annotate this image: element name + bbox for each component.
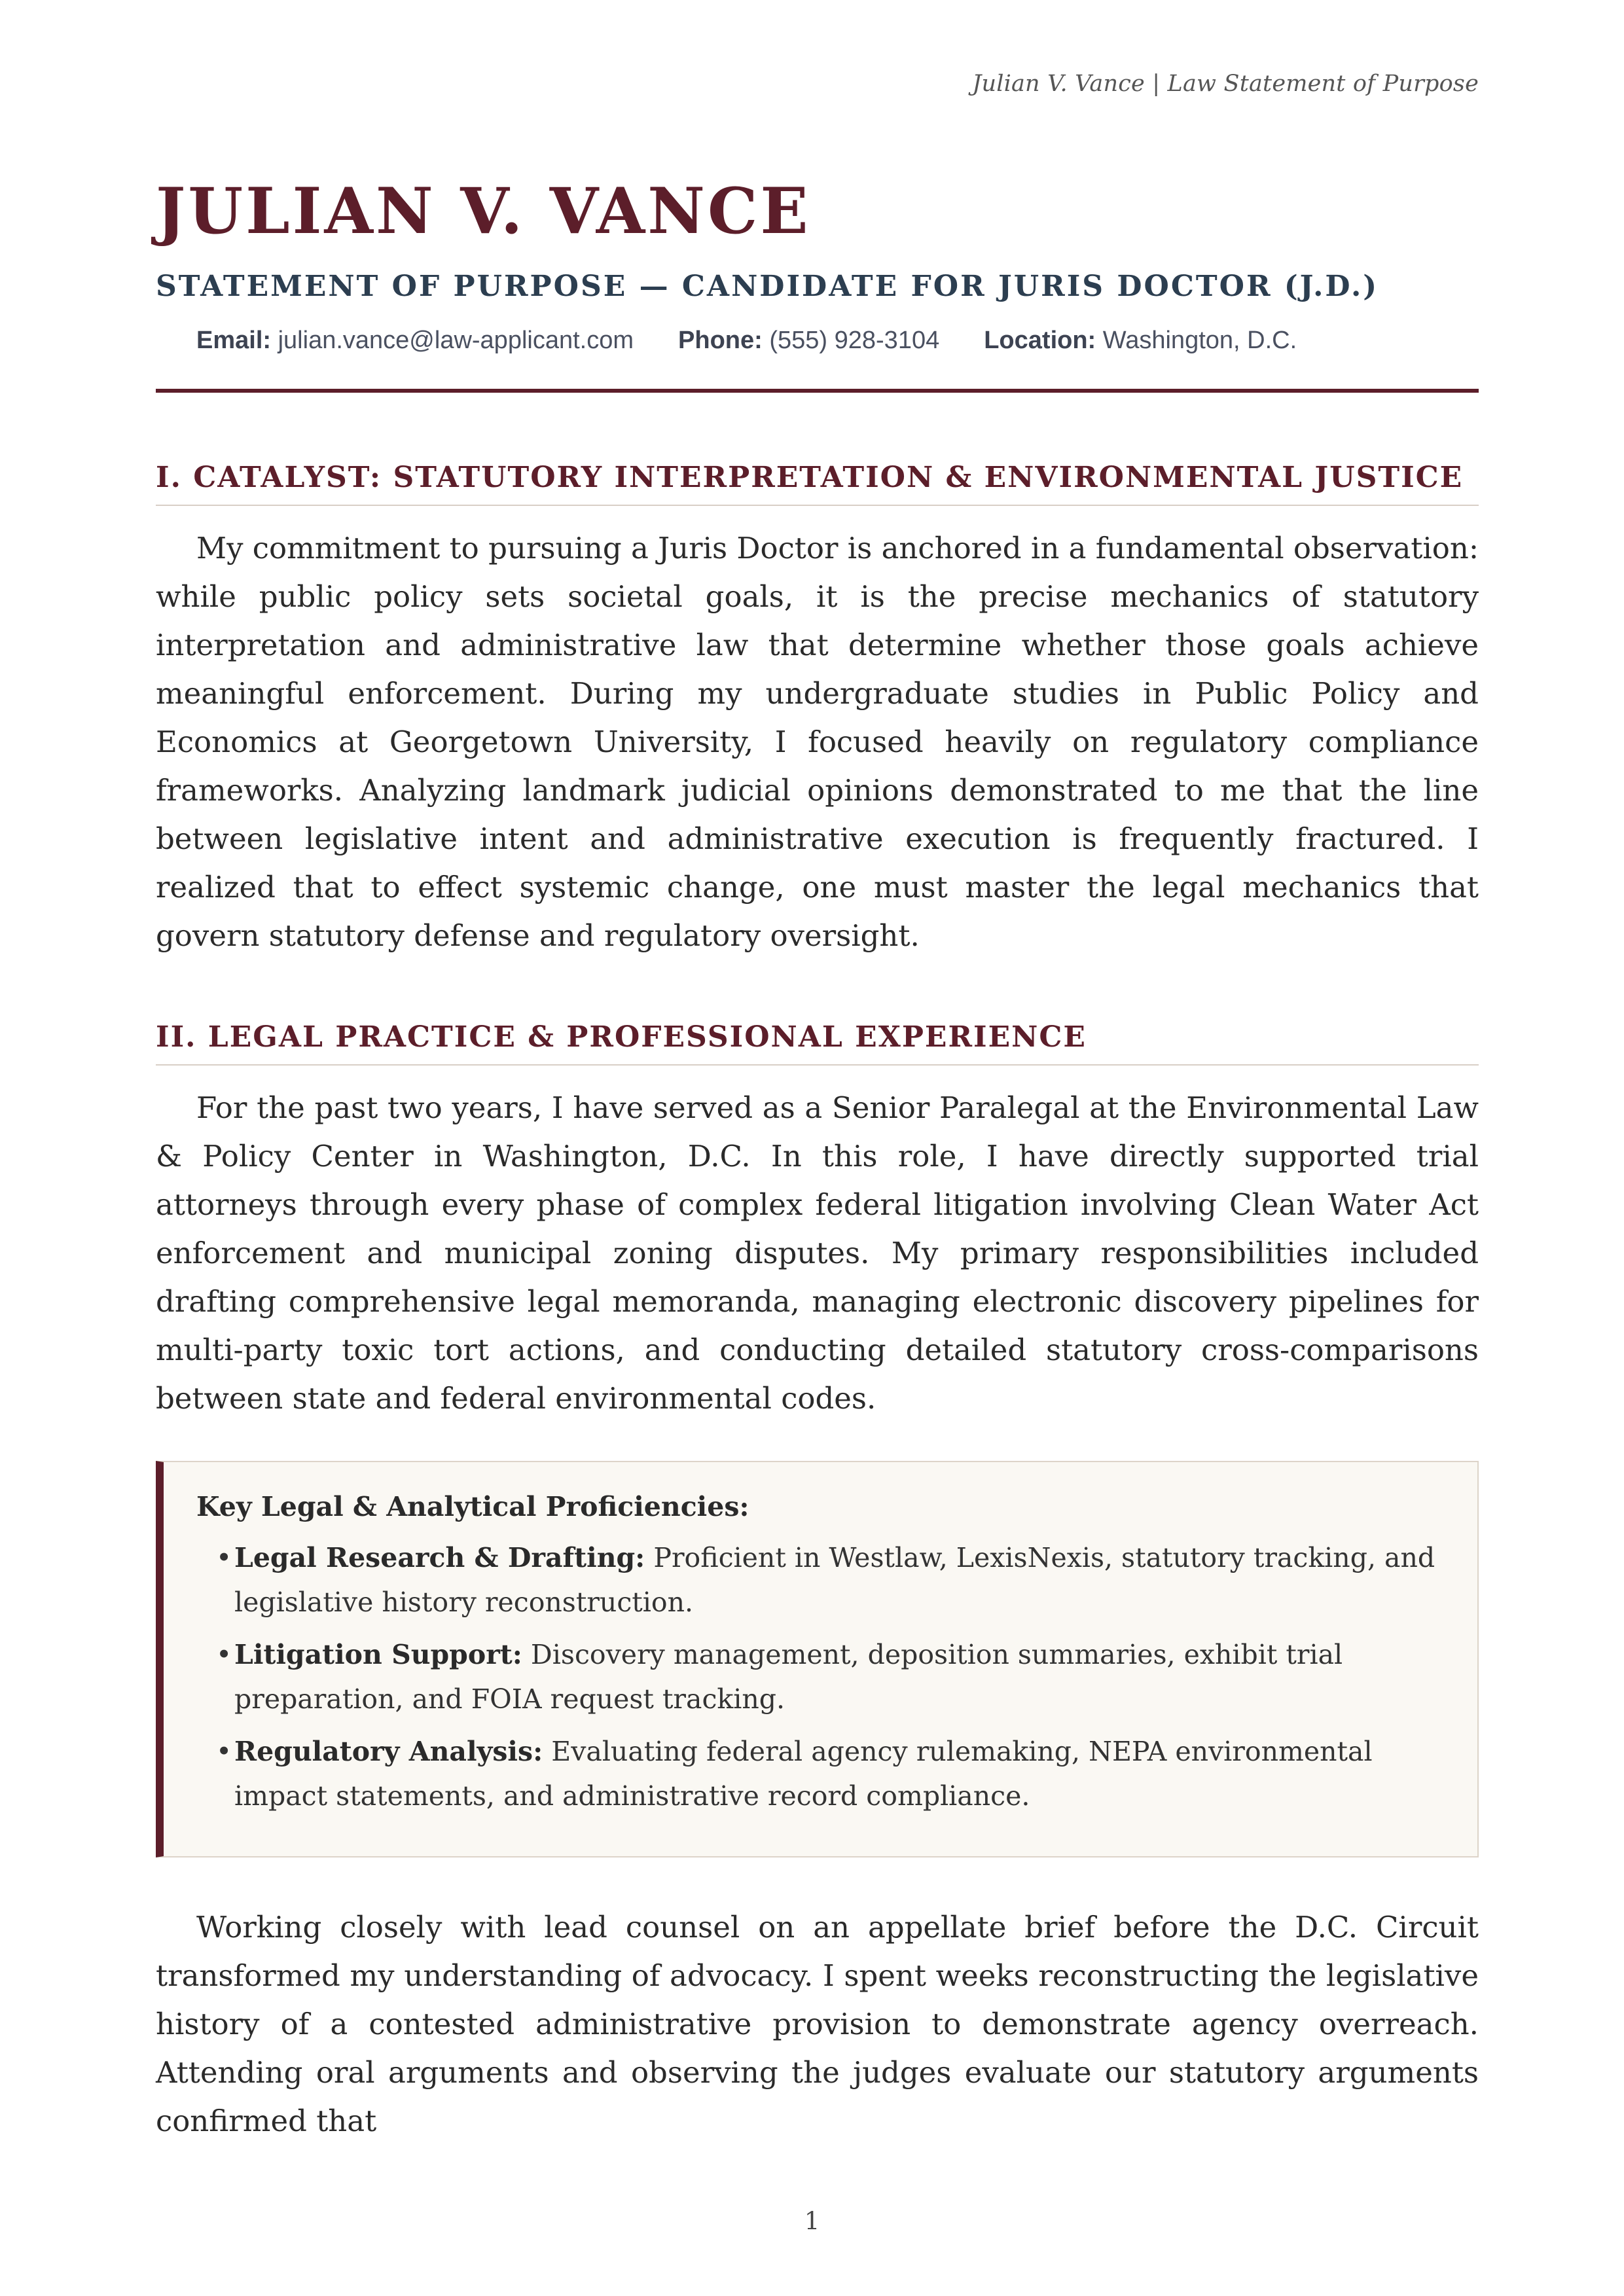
proficiency-text: Evaluating federal agency rulemaking, NEPA environmental impact statements, and administrative record compliance. [234, 1735, 1373, 1812]
proficiencies-list [196, 1535, 1438, 1818]
proficiency-term: Legal Research & Drafting: [234, 1541, 645, 1573]
contact-line [156, 327, 1479, 355]
proficiency-text: Proficient in Westlaw, LexisNexis, statutory tracking, and legislative history reconstruction. [234, 1541, 1435, 1618]
email-value: julian.vance@law-applicant.com [278, 326, 634, 354]
section-paragraph-catalyst: My commitment to pursuing a Juris Doctor is anchored in a fundamental observation: while public policy sets societal goals, it is the precise mechanics of statutory interpretation and administrative law that determine whether those goals achieve meaningful enforcement. During my undergraduate studies in Public Policy and Economics at Georgetown University, I focused heavily on regulatory compliance frameworks. Analyzing landmark judicial opinions demonstrated to me that the line between legislative intent and administrative execution is frequently fractured. I realized that to effect systemic change, one must master the legal mechanics that govern statutory defense and regulatory oversight. [156, 530, 1479, 953]
section-paragraph-advocacy: Working closely with lead counsel on an appellate brief before the D.C. Circuit transformed my understanding of advocacy. I spent weeks reconstructing the legislative history of a contested administrative provision to demonstrate agency overreach. Attending oral arguments and observing the judges evaluate our statutory arguments confirmed that [156, 1909, 1479, 2138]
location-value: Washington, D.C. [1102, 326, 1297, 354]
applicant-name: JULIAN V. VANCE [156, 174, 811, 248]
section-paragraph-experience: For the past two years, I have served as a Senior Paralegal at the Environmental Law & Policy Center in Washington, D.C. In this role, I have directly supported trial attorneys through every phase of complex federal litigation involving Clean Water Act enforcement and municipal zoning disputes. My primary responsibilities included drafting comprehensive legal memoranda, managing electronic discovery pipelines for multi-party toxic tort actions, and conducting detailed statutory cross-comparisons between state and federal environmental codes. [156, 1090, 1479, 1416]
list-item [216, 1632, 1438, 1721]
running-header: Julian V. Vance | Law Statement of Purpose [972, 71, 1479, 97]
contact-location [984, 327, 1297, 355]
proficiencies-callout [156, 1461, 1479, 1857]
proficiency-text: Discovery management, deposition summaries, exhibit trial preparation, and FOIA request tracking. [234, 1638, 1343, 1715]
document-subtitle: STATEMENT OF PURPOSE — CANDIDATE FOR JURIS DOCTOR (J.D.) [156, 269, 1379, 303]
proficiency-term: Regulatory Analysis: [234, 1735, 543, 1767]
phone-label: Phone: [678, 326, 763, 354]
proficiencies-title: Key Legal & Analytical Proficiencies: [196, 1490, 749, 1522]
section-title-experience: II. LEGAL PRACTICE & PROFESSIONAL EXPERIENCE [156, 1020, 1479, 1066]
contact-email [196, 327, 634, 355]
proficiency-term: Litigation Support: [234, 1638, 522, 1670]
list-item [216, 1729, 1438, 1818]
email-label: Email: [196, 326, 272, 354]
page-number: 1 [804, 2207, 820, 2235]
contact-phone [678, 327, 939, 355]
header-divider [156, 389, 1479, 393]
section-title-catalyst: I. CATALYST: STATUTORY INTERPRETATION & ENVIRONMENTAL JUSTICE [156, 461, 1479, 506]
document-body [156, 174, 1479, 2145]
list-item [216, 1535, 1438, 1624]
phone-value: (555) 928-3104 [769, 326, 940, 354]
location-label: Location: [984, 326, 1096, 354]
